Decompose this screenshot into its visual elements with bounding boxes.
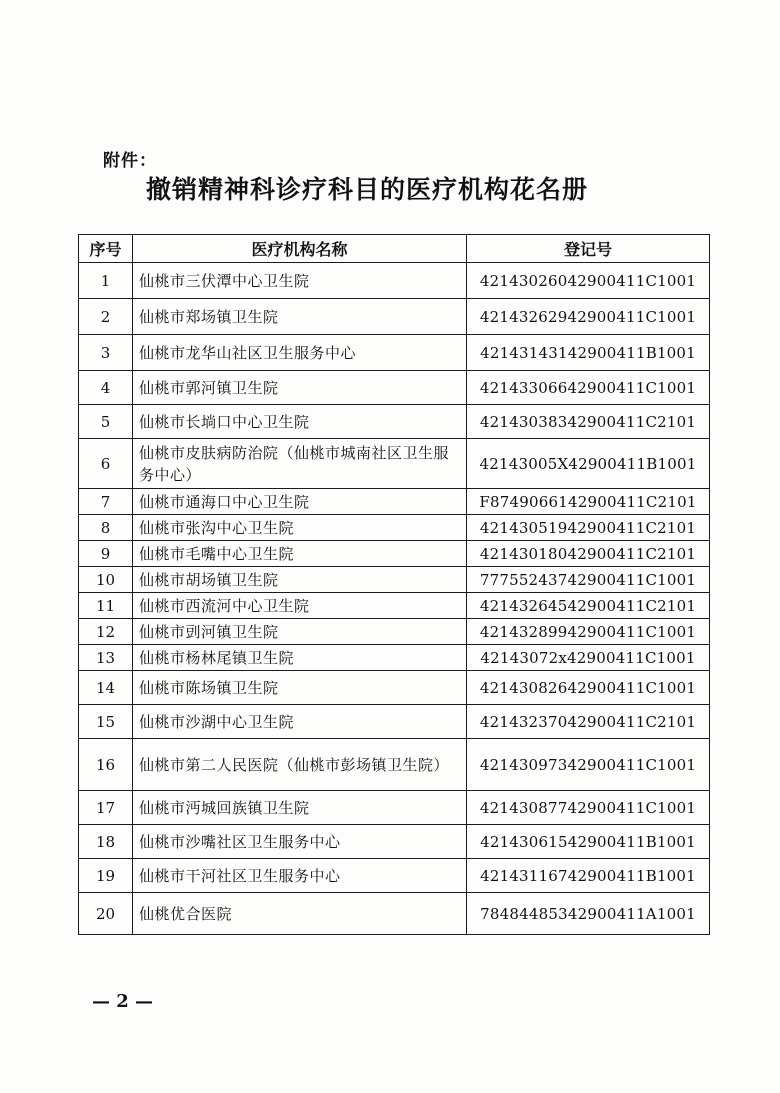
cell-institution-name: 仙桃市沙湖中心卫生院 — [133, 705, 467, 739]
cell-institution-name: 仙桃市第二人民医院（仙桃市彭场镇卫生院） — [133, 739, 467, 791]
table-row — [79, 263, 710, 299]
cell-institution-name: 仙桃市郑场镇卫生院 — [133, 299, 467, 335]
cell-institution-name: 仙桃市干河社区卫生服务中心 — [133, 859, 467, 893]
table-row — [79, 335, 710, 371]
cell-serial-number: 3 — [79, 335, 133, 371]
cell-serial-number: 1 — [79, 263, 133, 299]
table-row — [79, 489, 710, 515]
cell-registration-number: 78484485342900411A1001 — [467, 893, 710, 935]
table-row — [79, 739, 710, 791]
cell-serial-number: 10 — [79, 567, 133, 593]
table-row — [79, 645, 710, 671]
cell-registration-number: 42143262942900411C1001 — [467, 299, 710, 335]
cell-registration-number: 42143072x42900411C1001 — [467, 645, 710, 671]
cell-registration-number: 42143026042900411C1001 — [467, 263, 710, 299]
cell-serial-number: 12 — [79, 619, 133, 645]
cell-registration-number: 42143005X42900411B1001 — [467, 439, 710, 489]
header-serial-number: 序号 — [79, 235, 133, 263]
cell-institution-name: 仙桃市三伏潭中心卫生院 — [133, 263, 467, 299]
cell-serial-number: 15 — [79, 705, 133, 739]
header-registration-number: 登记号 — [467, 235, 710, 263]
cell-institution-name: 仙桃市郭河镇卫生院 — [133, 371, 467, 405]
cell-institution-name: 仙桃市陈场镇卫生院 — [133, 671, 467, 705]
cell-registration-number: 42143087742900411C1001 — [467, 791, 710, 825]
cell-serial-number: 20 — [79, 893, 133, 935]
cell-institution-name: 仙桃市杨林尾镇卫生院 — [133, 645, 467, 671]
page-number: — 2 — — [92, 991, 154, 1012]
cell-serial-number: 17 — [79, 791, 133, 825]
cell-institution-name: 仙桃市张沟中心卫生院 — [133, 515, 467, 541]
cell-serial-number: 11 — [79, 593, 133, 619]
document-title: 撤销精神科诊疗科目的医疗机构花名册 — [146, 175, 589, 204]
cell-registration-number: 42143051942900411C2101 — [467, 515, 710, 541]
cell-institution-name: 仙桃市通海口中心卫生院 — [133, 489, 467, 515]
table-row — [79, 593, 710, 619]
cell-serial-number: 2 — [79, 299, 133, 335]
attachment-label: 附件： — [103, 151, 157, 171]
table-row — [79, 619, 710, 645]
table-row — [79, 671, 710, 705]
cell-institution-name: 仙桃市长埫口中心卫生院 — [133, 405, 467, 439]
cell-registration-number: 42143116742900411B1001 — [467, 859, 710, 893]
cell-registration-number: 42143264542900411C2101 — [467, 593, 710, 619]
cell-institution-name: 仙桃市剅河镇卫生院 — [133, 619, 467, 645]
cell-registration-number: 42143237042900411C2101 — [467, 705, 710, 739]
header-institution-name: 医疗机构名称 — [133, 235, 467, 263]
cell-registration-number: 42143038342900411C2101 — [467, 405, 710, 439]
cell-serial-number: 4 — [79, 371, 133, 405]
table-row — [79, 791, 710, 825]
table-row — [79, 405, 710, 439]
cell-serial-number: 8 — [79, 515, 133, 541]
cell-institution-name: 仙桃市西流河中心卫生院 — [133, 593, 467, 619]
table-row — [79, 859, 710, 893]
cell-institution-name: 仙桃市皮肤病防治院（仙桃市城南社区卫生服务中心） — [133, 439, 467, 489]
cell-institution-name: 仙桃市毛嘴中心卫生院 — [133, 541, 467, 567]
cell-serial-number: 6 — [79, 439, 133, 489]
cell-registration-number: 42143082642900411C1001 — [467, 671, 710, 705]
cell-institution-name: 仙桃市沙嘴社区卫生服务中心 — [133, 825, 467, 859]
table-row — [79, 893, 710, 935]
table-body — [79, 263, 710, 935]
table-row — [79, 371, 710, 405]
table-row — [79, 515, 710, 541]
cell-serial-number: 16 — [79, 739, 133, 791]
cell-registration-number: 42143061542900411B1001 — [467, 825, 710, 859]
cell-registration-number: 42143306642900411C1001 — [467, 371, 710, 405]
table-row — [79, 299, 710, 335]
table-row — [79, 567, 710, 593]
cell-registration-number: 42143143142900411B1001 — [467, 335, 710, 371]
cell-registration-number: 42143097342900411C1001 — [467, 739, 710, 791]
cell-serial-number: 7 — [79, 489, 133, 515]
cell-institution-name: 仙桃市胡场镇卫生院 — [133, 567, 467, 593]
cell-serial-number: 5 — [79, 405, 133, 439]
table-row — [79, 541, 710, 567]
cell-serial-number: 19 — [79, 859, 133, 893]
institution-roster-table — [78, 234, 710, 935]
table-row — [79, 439, 710, 489]
cell-serial-number: 18 — [79, 825, 133, 859]
cell-registration-number: 42143018042900411C2101 — [467, 541, 710, 567]
cell-serial-number: 14 — [79, 671, 133, 705]
cell-serial-number: 9 — [79, 541, 133, 567]
table-row — [79, 705, 710, 739]
cell-institution-name: 仙桃市龙华山社区卫生服务中心 — [133, 335, 467, 371]
cell-institution-name: 仙桃市沔城回族镇卫生院 — [133, 791, 467, 825]
cell-registration-number: 77755243742900411C1001 — [467, 567, 710, 593]
table-header-row — [79, 235, 710, 263]
cell-serial-number: 13 — [79, 645, 133, 671]
cell-registration-number: 42143289942900411C1001 — [467, 619, 710, 645]
cell-institution-name: 仙桃优合医院 — [133, 893, 467, 935]
cell-registration-number: F8749066142900411C2101 — [467, 489, 710, 515]
table-row — [79, 825, 710, 859]
